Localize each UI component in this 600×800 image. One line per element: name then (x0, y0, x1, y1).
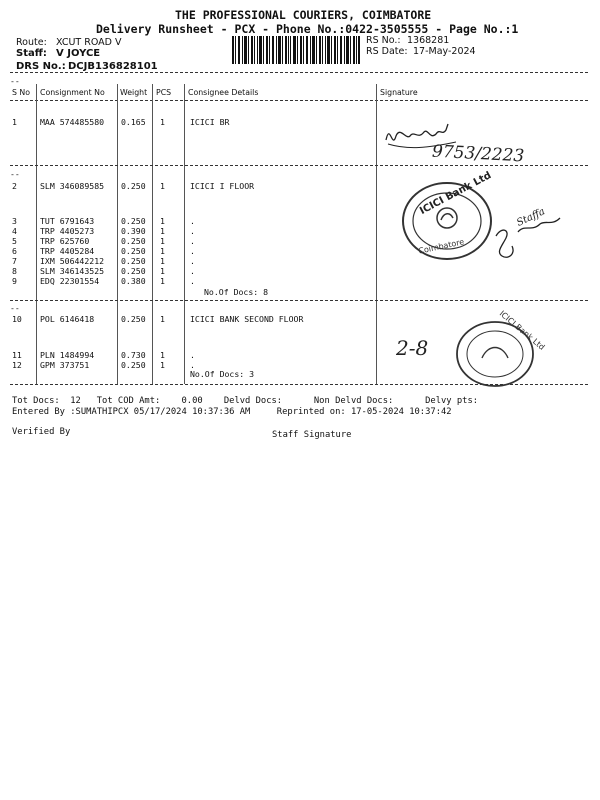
cell-pcs: 1 (160, 360, 165, 370)
cell-pcs: 1 (160, 226, 165, 236)
stamp-bank-name-2: ICICI Bank Ltd (497, 309, 547, 352)
signature-staff-text: Staffa (515, 206, 547, 229)
col-divider (117, 84, 118, 384)
col-consignment: Consignment No (40, 88, 105, 97)
docs-count: No.Of Docs: 3 (190, 369, 255, 379)
verified-by: Verified By (12, 427, 71, 437)
cell-consignment: IXM 506442212 (40, 256, 105, 266)
cell-weight: 0.250 (121, 266, 146, 276)
cell-sno: 7 (12, 256, 17, 266)
cell-sno: 9 (12, 276, 17, 286)
cell-weight: 0.250 (121, 246, 146, 256)
row-marker: -- (10, 303, 20, 313)
cell-sno: 1 (12, 117, 17, 127)
cell-weight: 0.250 (121, 314, 146, 324)
cell-sno: 2 (12, 181, 17, 191)
cell-pcs: 1 (160, 266, 165, 276)
col-divider (36, 84, 37, 384)
rs-no-label: RS No.: (366, 35, 401, 46)
cell-consignee: . (190, 350, 195, 360)
cell-consignee: ICICI BR (190, 117, 230, 127)
stamp-bank-name: ICICI Bank Ltd (418, 170, 494, 217)
barcode (232, 36, 360, 64)
drs-label: DRS No.: (16, 61, 66, 72)
rs-date-label: RS Date: (366, 46, 408, 57)
entered-line: Entered By :SUMATHIPCX 05/17/2024 10:37:36 AM Reprinted on: 17-05-2024 10:37:42 (12, 407, 452, 417)
col-divider (152, 84, 153, 384)
cell-consignee: . (190, 266, 195, 276)
staff-signature-label: Staff Signature (272, 430, 352, 440)
cell-pcs: 1 (160, 236, 165, 246)
cell-weight: 0.390 (121, 226, 146, 236)
handwritten-phone: 9753/2223 (431, 141, 525, 167)
cell-sno: 3 (12, 216, 17, 226)
cell-pcs: 1 (160, 216, 165, 226)
cell-weight: 0.250 (121, 256, 146, 266)
col-signature: Signature (380, 88, 418, 97)
cell-sno: 10 (12, 314, 22, 324)
cell-consignment: PLN 1484994 (40, 350, 95, 360)
drs-value: DCJB136828101 (68, 61, 158, 72)
col-divider (376, 84, 377, 384)
runsheet-line: Delivery Runsheet - PCX - Phone No.:0422-3505555 - Page No.:1 (96, 22, 519, 36)
cell-pcs: 1 (160, 314, 165, 324)
cell-consignee: ICICI BANK SECOND FLOOR (190, 314, 304, 324)
cell-consignment: POL 6146418 (40, 314, 95, 324)
rs-date-value: 17-May-2024 (413, 46, 476, 57)
cell-sno: 8 (12, 266, 17, 276)
docs-count: No.Of Docs: 8 (204, 287, 269, 297)
col-weight: Weight (120, 88, 148, 97)
cell-consignment: TRP 4405284 (40, 246, 95, 256)
cell-consignment: TUT 6791643 (40, 216, 95, 226)
cell-sno: 12 (12, 360, 22, 370)
col-consignee: Consignee Details (188, 88, 259, 97)
staff-label: Staff: (16, 48, 47, 59)
stamp-city: Coimbatore (417, 237, 465, 256)
cell-consignment: GPM 373751 (40, 360, 90, 370)
row-marker: -- (10, 76, 20, 86)
route-label: Route: (16, 37, 47, 48)
header-rule-top (10, 72, 588, 73)
totals-line: Tot Docs: 12 Tot COD Amt: 0.00 Delvd Docs: Non Delvd Docs: Delvy pts: (12, 396, 479, 406)
cell-sno: 11 (12, 350, 22, 360)
cell-consignee: . (190, 360, 195, 370)
group-rule (10, 300, 588, 301)
header-rule-bottom (10, 100, 588, 101)
cell-consignee: . (190, 246, 195, 256)
row-marker: -- (10, 169, 20, 179)
cell-pcs: 1 (160, 276, 165, 286)
cell-consignee: . (190, 236, 195, 246)
cell-weight: 0.250 (121, 216, 146, 226)
cell-consignment: SLM 346143525 (40, 266, 105, 276)
cell-pcs: 1 (160, 117, 165, 127)
rs-no-value: 1368281 (407, 35, 450, 46)
cell-weight: 0.380 (121, 276, 146, 286)
cell-sno: 5 (12, 236, 17, 246)
cell-consignee: . (190, 226, 195, 236)
cell-consignment: SLM 346089585 (40, 181, 105, 191)
col-sno: S No (12, 88, 31, 97)
signature-third: 2-8 (396, 336, 429, 360)
cell-consignee: ICICI I FLOOR (190, 181, 255, 191)
cell-consignment: MAA 574485580 (40, 117, 105, 127)
cell-sno: 6 (12, 246, 17, 256)
cell-weight: 0.165 (121, 117, 146, 127)
cell-consignee: . (190, 216, 195, 226)
col-divider (184, 84, 185, 384)
cell-pcs: 1 (160, 256, 165, 266)
cell-consignment: TRP 625760 (40, 236, 90, 246)
cell-consignee: . (190, 276, 195, 286)
staff-value: V JOYCE (56, 48, 101, 59)
cell-weight: 0.250 (121, 181, 146, 191)
cell-weight: 0.250 (121, 236, 146, 246)
cell-pcs: 1 (160, 350, 165, 360)
company-title: THE PROFESSIONAL COURIERS, COIMBATORE (175, 8, 432, 22)
route-value: XCUT ROAD V (56, 37, 122, 48)
cell-weight: 0.250 (121, 360, 146, 370)
cell-consignee: . (190, 256, 195, 266)
cell-weight: 0.730 (121, 350, 146, 360)
col-pcs: PCS (156, 88, 172, 97)
cell-pcs: 1 (160, 181, 165, 191)
cell-consignment: EDQ 22301554 (40, 276, 100, 286)
cell-consignment: TRP 4405273 (40, 226, 95, 236)
cell-pcs: 1 (160, 246, 165, 256)
cell-sno: 4 (12, 226, 17, 236)
